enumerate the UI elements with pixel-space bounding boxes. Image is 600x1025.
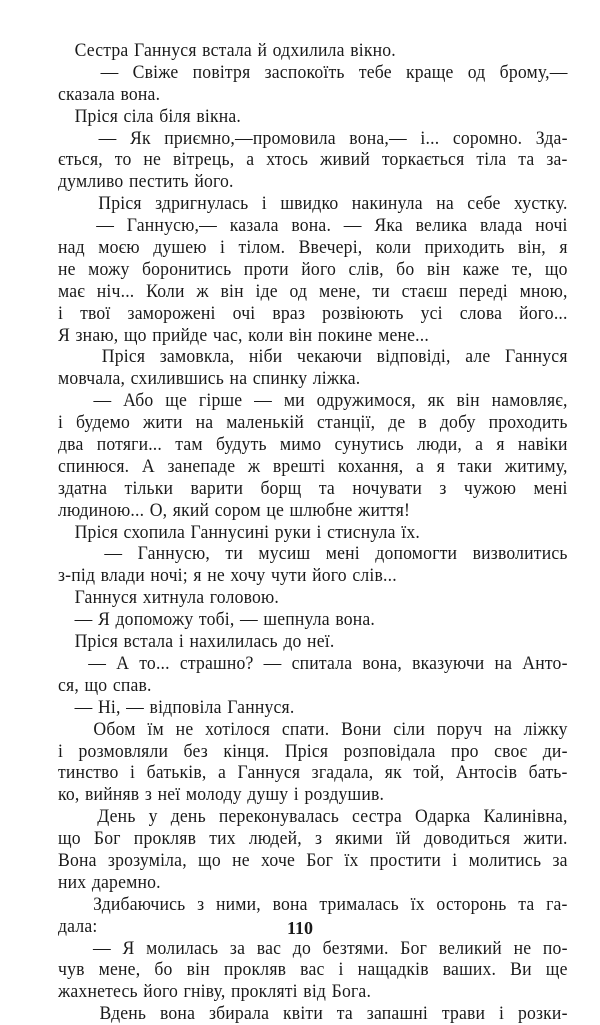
text-line: — Ні, — відповіла Ганнуся. — [58, 696, 295, 718]
text-line: ється, то не вітрець, а хтось живий торкається тіла та за- — [58, 149, 568, 171]
text-line: ко, вийняв з неї молоду душу і роздушив. — [58, 784, 385, 806]
text-line: Обом їм не хотілося спати. Вони сіли поруч на ліжку — [58, 718, 568, 740]
text-line: має ніч... Коли ж він іде од мене, ти стаєш переді мною, — [58, 280, 568, 302]
text-line: людиною... О, який сором це шлюбне життя! — [58, 499, 411, 521]
text-line: тинство і батьків, а Ганнуся згадала, як той, Антосів бать- — [58, 762, 568, 784]
text-line: — Ганнусю, ти мусиш мені допомогти визволитись — [58, 543, 568, 565]
text-line: не можу боронитись проти його слів, бо він каже те, що — [58, 258, 568, 280]
text-line: Здибаючись з ними, вона трималась їх осторонь та га- — [58, 893, 568, 915]
text-line: Ганнуся хитнула головою. — [58, 587, 280, 609]
text-line: Сестра Ганнуся встала й одхилила вікно. — [58, 40, 396, 61]
text-line: — Ганнусю,— казала вона. — Яка велика влада ночі — [58, 215, 568, 237]
text-line: Я знаю, що прийде час, коли він покине мене... — [58, 324, 429, 346]
text-line: думливо пестить його. — [58, 171, 234, 193]
text-line: — А то... страшно? — спитала вона, вказуючи на Анто- — [58, 652, 568, 674]
page-number: 110 — [286, 918, 313, 938]
text-line: День у день переконувалась сестра Одарка Калинівна, — [58, 806, 568, 828]
text-line: — Або ще гірше — ми одружимося, як він намовляє, — [58, 390, 568, 412]
text-line: Пріся замовкла, ніби чекаючи відповіді, але Ганнуся — [58, 346, 568, 368]
text-line: чув мене, бо він прокляв вас і нащадків ваших. Ви ще — [58, 959, 568, 981]
text-line: Вдень вона збирала квіти та запашні трави і розки- — [58, 1003, 568, 1025]
text-line: Пріся здригнулась і швидко накинула на себе хустку. — [58, 193, 568, 215]
text-line: них даремно. — [58, 871, 161, 893]
text-line: два потяги... там будуть мимо сунутись люди, а я навіки — [58, 434, 568, 456]
text-line: з-під влади ночі; я не хочу чути його слів... — [58, 565, 397, 587]
text-line: над моєю душею і тілом. Ввечері, коли приходить він, я — [58, 237, 568, 259]
text-line: Пріся сіла біля вікна. — [58, 105, 242, 127]
text-line: Пріся встала і нахилилась до неї. — [58, 631, 335, 653]
text-line: — Як приємно,—промовила вона,— і... соромно. Зда- — [58, 127, 568, 149]
text-line: і розмовляли без кінця. Пріся розповідала про своє ди- — [58, 740, 568, 762]
text-line: жахнетесь його гніву, прокляті від Бога. — [58, 981, 372, 1003]
text-line: що Бог прокляв тих людей, з якими їй доводиться жити. — [58, 828, 568, 850]
text-line: — Я допоможу тобі, — шепнула вона. — [58, 609, 376, 631]
text-line: Пріся схопила Ганнусині руки і стиснула їх. — [58, 521, 420, 543]
text-line: — Свіже повітря заспокоїть тебе краще од брому,— — [58, 61, 568, 83]
body-text — [58, 40, 568, 1025]
text-line: Вона зрозуміла, що не хоче Бог їх простити і молитись за — [58, 849, 568, 871]
text-line: дала: — [58, 915, 98, 937]
text-line: спинюся. А занепаде ж врешті кохання, а я таки житиму, — [58, 455, 568, 477]
text-line: і будемо жити на маленькій станції, де в добу проходить — [58, 412, 568, 434]
text-line: мовчала, схилившись на спинку ліжка. — [58, 368, 361, 390]
text-line: — Я молилась за вас до безтями. Бог великий не по- — [58, 937, 568, 959]
text-line: сказала вона. — [58, 83, 161, 105]
text-line: ся, що спав. — [58, 674, 152, 696]
text-line: здатна тільки варити борщ та ночувати з чужою мені — [58, 477, 568, 499]
text-line: і твої заморожені очі враз розвіюють усі слова його... — [58, 302, 568, 324]
